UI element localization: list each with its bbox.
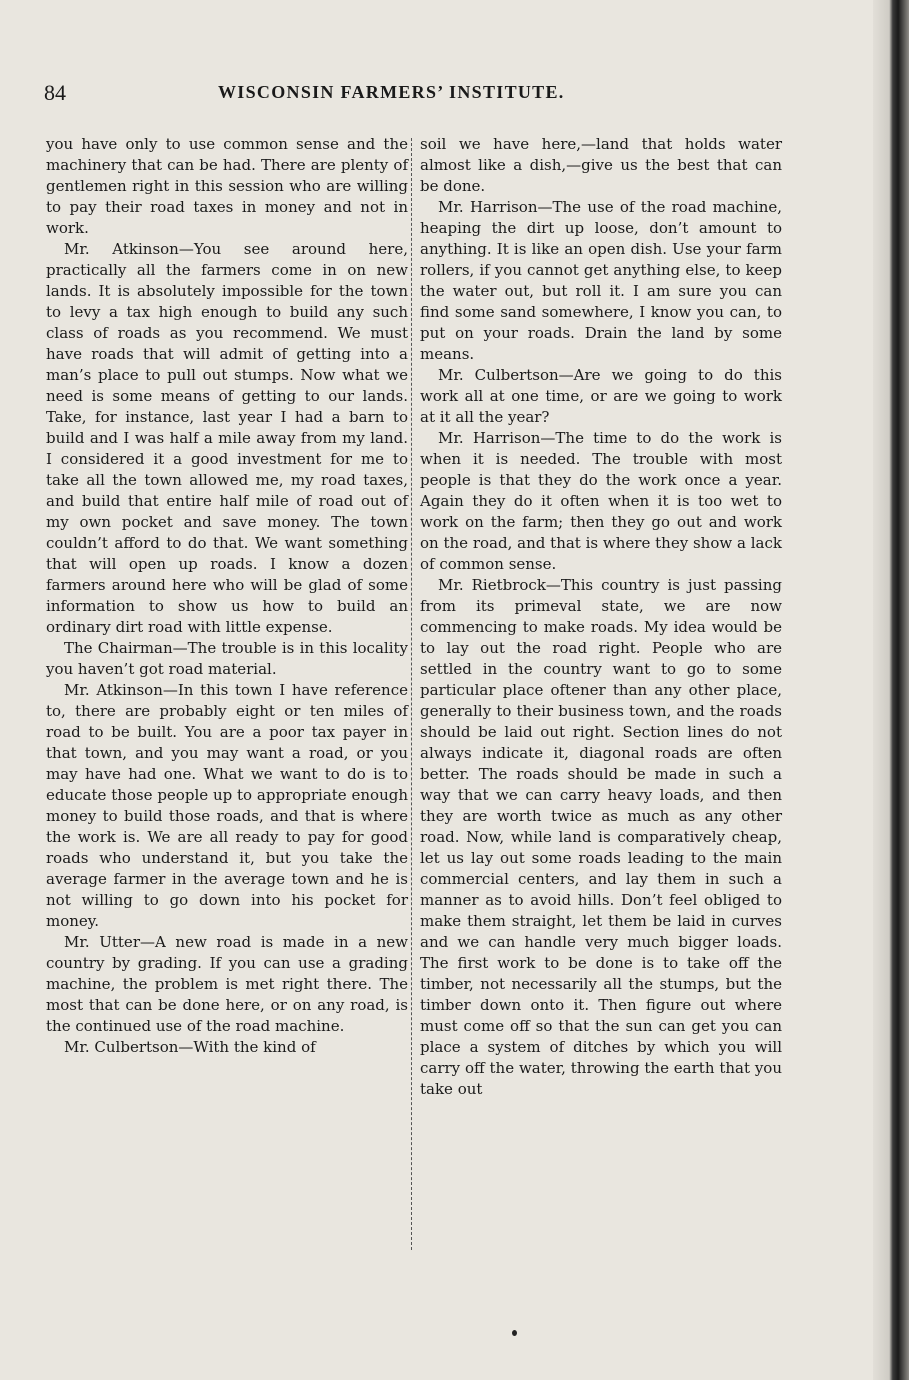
- page-header: [44, 80, 804, 110]
- page-number: 84: [44, 80, 66, 105]
- paragraph: Mr. Harrison—The time to do the work is when it is needed. The trouble with most people is that they do the work once a year. Again they do it often when it is too wet to work on the farm; then they go out and work on the road, and that is where they show a lack of common sense.: [420, 429, 782, 573]
- running-title: WISCONSIN FARMERS’ INSTITUTE.: [218, 82, 565, 102]
- paragraph: Mr. Utter—A new road is made in a new country by grading. If you can use a grading machine, the problem is met right there. The most that can be done here, or on any road, is the continued use of the road machine.: [46, 933, 408, 1035]
- paragraph: Mr. Atkinson—You see around here, practically all the farmers come in on new lands. It is absolutely impossible for the town to levy a tax high enough to build any such class of roads as you recommend. We must have roads that will admit of getting into a man’s place to pull out stumps. Now what we need is some means of getting to our lands. Take, for instance, last year I had a barn to build and I was half a mile away from my land. I considered it a good investment for me to take all the town allowed me, my road taxes, and build that entire half mile of road out of my own pocket and save money. The town couldn’t afford to do that. We want something that will open up roads. I know a dozen farmers around here who will be glad of some information to show us how to build an ordinary dirt road with little expense.: [46, 240, 408, 636]
- right-column: [420, 134, 782, 1100]
- column-divider: [411, 138, 412, 1250]
- paragraph: Mr. Culbertson—With the kind of: [64, 1038, 316, 1056]
- footer-dot: [512, 1330, 517, 1336]
- page-edge-shadow: [873, 0, 909, 1380]
- paragraph: soil we have here,—land that holds water almost like a dish,—give us the best that can be done.: [420, 135, 782, 195]
- paragraph: you have only to use common sense and the machinery that can be had. There are plenty of gentlemen right in this session who are willing to pay their road taxes in money and not in work.: [46, 135, 408, 237]
- paragraph: Mr. Harrison—The use of the road machine, heaping the dirt up loose, don’t amount to anything. It is like an open dish. Use your farm rollers, if you cannot get anything else, to keep the water out, but roll it. I am sure you can find some sand somewhere, I know you can, to put on your roads. Drain the land by some means.: [420, 198, 782, 363]
- paragraph: The Chairman—The trouble is in this locality you haven’t got road material.: [46, 639, 408, 678]
- paragraph: Mr. Rietbrock—This country is just passing from its primeval state, we are now commencing to make roads. My idea would be to lay out the road right. People who are settled in the country want to go to some particular place oftener than any other place, generally to their business town, and the roads should be laid out right. Section lines do not always indicate it, diagonal roads are often better. The roads should be made in such a way that we can carry heavy loads, and then they are worth twice as much as any other road. Now, while land is comparatively cheap, let us lay out some roads leading to the main commercial centers, and lay them in such a manner as to avoid hills. Don’t feel obliged to make them straight, let them be laid in curves and we can handle very much bigger loads. The first work to be done is to take off the timber, not necessarily all the stumps, but the timber down onto it. Then figure out where must come off so that the sun can get you can place a system of ditches by which you will carry off the water, throwing the earth that you take out: [420, 576, 782, 1098]
- paragraph: Mr. Atkinson—In this town I have reference to, there are probably eight or ten miles of road to be built. You are a poor tax payer in that town, and you may want a road, or you may have had one. What we want to do is to educate those people up to appropriate enough money to build those roads, and that is where the work is. We are all ready to pay for good roads who understand it, but you take the average farmer in the average town and he is not willing to go down into his pocket for money.: [46, 681, 408, 930]
- paragraph: Mr. Culbertson—Are we going to do this work all at one time, or are we going to work at it all the year?: [420, 366, 782, 426]
- left-column: [46, 134, 408, 1058]
